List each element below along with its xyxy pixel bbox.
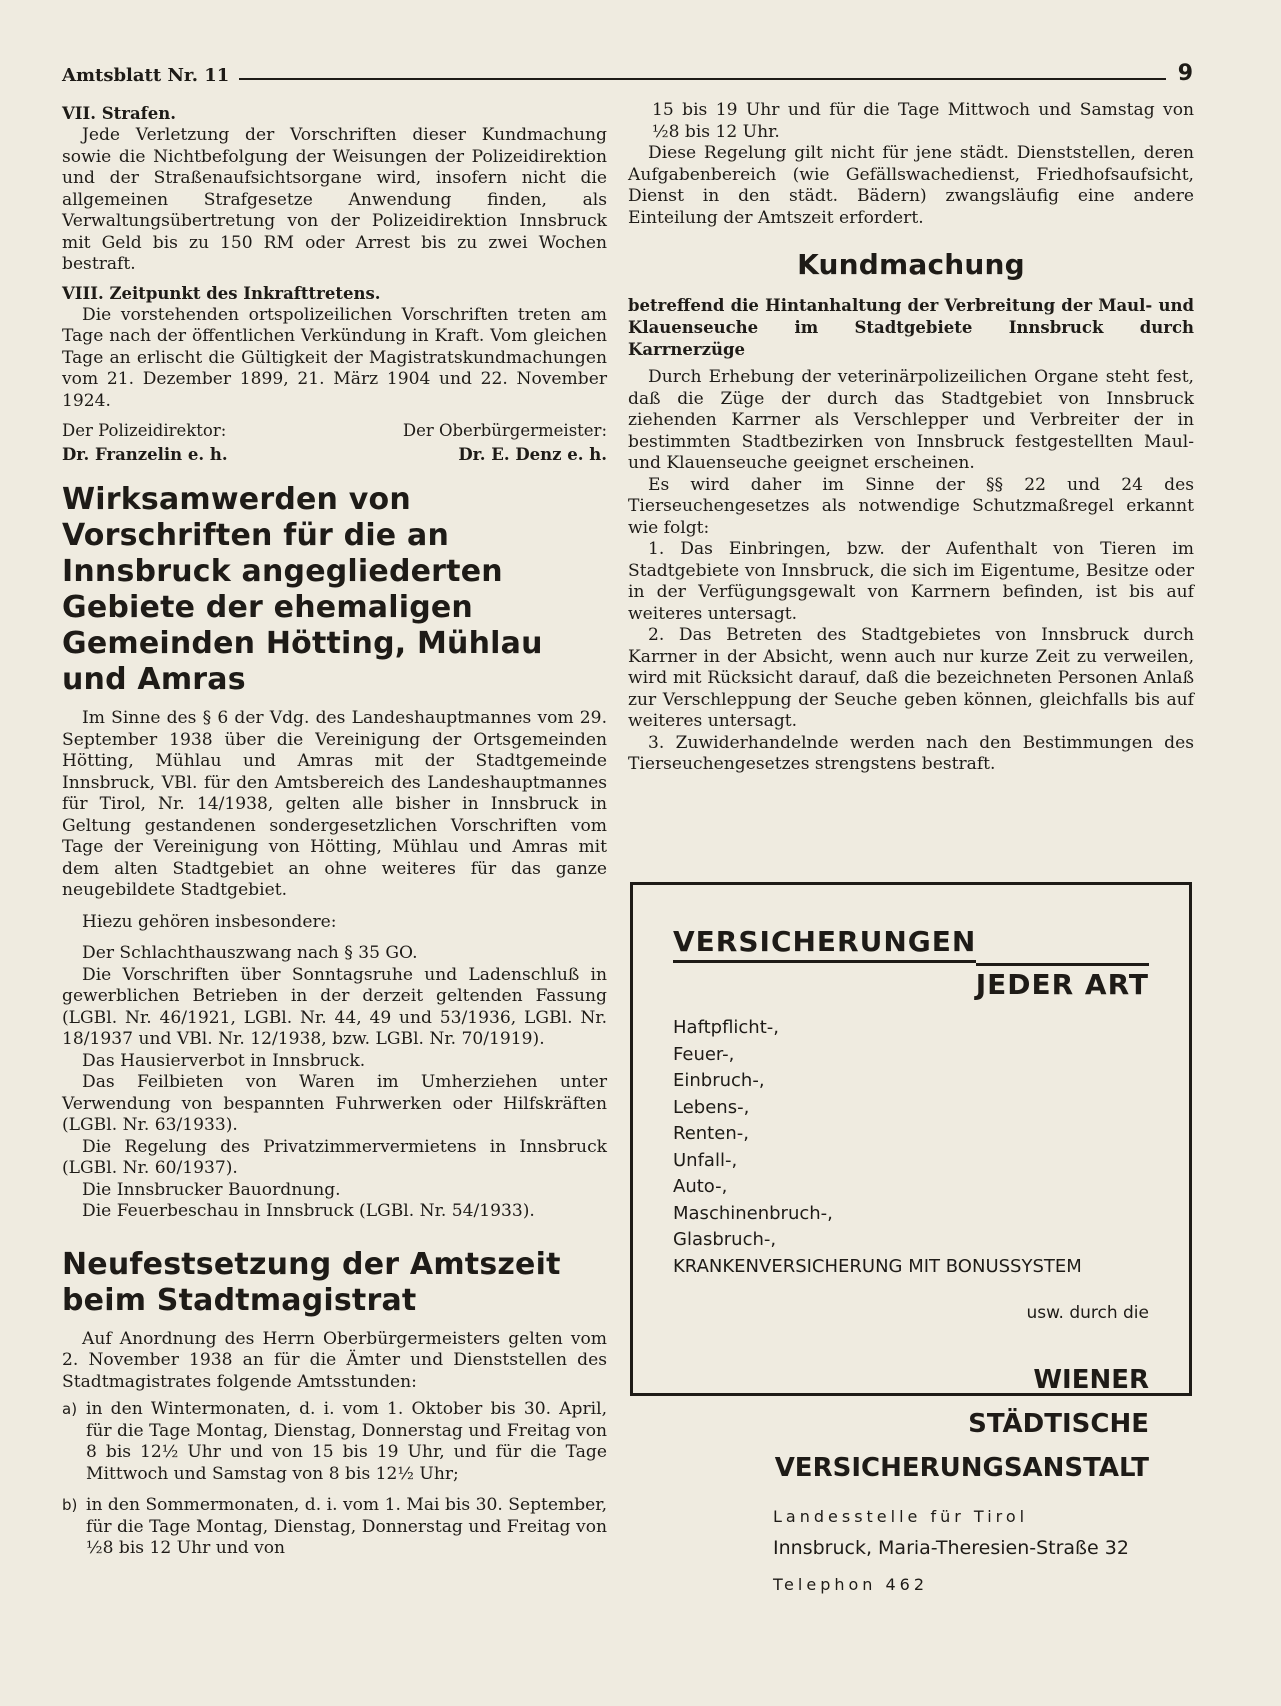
item-label: a)	[62, 1400, 78, 1418]
item-label: b)	[62, 1496, 78, 1514]
article-paragraph-2: Hiezu gehören insbesondere:	[82, 911, 337, 932]
insurance-types-list	[673, 1015, 1082, 1280]
list-item: Auto-,	[673, 1176, 728, 1197]
header-title: Amtsblatt Nr. 11	[62, 65, 230, 86]
list-item: Die Regelung des Privatzimmervermietens in Innsbruck (LGBl. Nr. 60/1937).	[62, 1136, 607, 1178]
signature-titles	[62, 420, 607, 442]
article-heading-wirksamwerden: Wirksamwerden von Vorschriften für die an Innsbruck angegliederten Gebiete der ehemaligen Gemeinden Hötting, Mühlau und Amras	[62, 482, 543, 697]
ad-usw: usw. durch die	[1026, 1303, 1149, 1323]
signature-names	[62, 444, 607, 466]
kundmachung-paragraph: Es wird daher im Sinne der §§ 22 und 24 des Tierseuchengesetzes als notwendige Schutzmaßregel erkannt wie folgt:	[628, 474, 1194, 538]
right-column	[628, 100, 1194, 776]
list-item: Unfall-,	[673, 1149, 738, 1171]
list-item: Lebens-,	[673, 1096, 750, 1118]
regulation-list	[62, 943, 607, 1223]
ad-company-line-3: VERSICHERUNGSANSTALT	[774, 1453, 1149, 1483]
kundmachung-paragraph: 2. Das Betreten des Stadtgebietes von Innsbruck durch Karrner in der Absicht, wenn auch nur kurze Zeit zu verweilen, wird mit Rücksicht darauf, daß die bezeichneten Personen Anlaß zur Verschleppung der Seuche geben können, gleichfalls bis auf weiteres untersagt.	[628, 625, 1194, 731]
page-header	[62, 50, 1193, 86]
ad-telephone: Telephon 462	[773, 1575, 929, 1594]
ad-address: Innsbruck, Maria-Theresien-Straße 32	[773, 1537, 1129, 1559]
article-heading-amtszeit: Neufestsetzung der Amtszeit beim Stadtmagistrat	[62, 1246, 561, 1318]
kundmachung-paragraph: 3. Zuwiderhandelnde werden nach den Bestimmungen des Tierseuchengesetzes strengstens bestraft.	[628, 732, 1194, 774]
article-paragraph-1: Im Sinne des § 6 der Vdg. des Landeshauptmannes vom 29. September 1938 über die Vereinigung der Ortsgemeinden Hötting, Mühlau und Amras mit der Stadtgemeinde Innsbruck, VBl. für den Amtsbereich des Landeshauptmannes für Tirol, Nr. 14/1938, gelten alle bisher in Innsbruck in Geltung gestandenen sondergesetzlichen Vorschriften vom Tage der Vereinigung von Hötting, Mühlau und Amras mit dem alten Stadtgebiet an ohne weiteres für das ganze neugebildete Stadtgebiet.	[62, 708, 607, 900]
article-paragraph-3: Auf Anordnung des Herrn Oberbürgermeisters gelten vom 2. November 1938 an für die Ämter und Dienststellen des Stadtmagistrates folgende Amtsstunden:	[62, 1328, 607, 1392]
ad-title-1: VERSICHERUNGEN	[673, 925, 976, 963]
kundmachung-subheading: betreffend die Hintanhaltung der Verbreitung der Maul- und Klauenseuche im Stadtgebiete Innsbruck durch Karrnerzüge	[628, 296, 1194, 359]
list-item: Das Feilbieten von Waren im Umherziehen unter Verwendung von bespannten Fuhrwerken oder Hilfskräften (LGBl. Nr. 63/1933).	[62, 1072, 607, 1135]
page-number: 9	[1177, 61, 1193, 86]
gap	[62, 933, 607, 943]
list-item: Die Innsbrucker Bauordnung.	[82, 1179, 341, 1200]
list-item: KRANKENVERSICHERUNG MIT BONUSSYSTEM	[673, 1255, 1082, 1277]
section-7-text: Jede Verletzung der Vorschriften dieser Kundmachung sowie die Nichtbefolgung der Weisungen der Polizeidirektion und der Straßenaufsichtsorgane wird, insofern nicht die allgemeinen Strafgesetze Anwendung finden, als Verwaltungsübertretung von der Polizeidirektion Innsbruck mit Geld bis zu 150 RM oder Arrest bis zu zwei Wochen bestraft.	[62, 125, 607, 274]
list-item: Das Hausierverbot in Innsbruck.	[82, 1050, 366, 1071]
header-rule	[239, 78, 1165, 80]
list-item	[62, 1399, 607, 1485]
item-text: in den Sommermonaten, d. i. vom 1. Mai bis 30. September, für die Tage Montag, Dienstag, Donnerstag und Freitag von ½8 bis 12 Uhr und von	[86, 1495, 607, 1558]
item-text: in den Wintermonaten, d. i. vom 1. Oktober bis 30. April, für die Tage Montag, Dienstag, Donnerstag und Freitag von 8 bis 12½ Uhr und von 15 bis 19 Uhr, und für die Tage Mittwoch und Samstag von 8 bis 12½ Uhr;	[86, 1399, 607, 1484]
regulation-note: Diese Regelung gilt nicht für jene städt. Dienststellen, deren Aufgabenbereich (wie Gefällswachedienst, Friedhofsaufsicht, Dienst in den städt. Bädern) zwangsläufig eine andere Einteilung der Amtszeit erfordert.	[628, 143, 1194, 228]
ad-landesstelle: Landesstelle für Tirol	[773, 1507, 1029, 1526]
list-item: Der Schlachthauszwang nach § 35 GO.	[82, 943, 418, 963]
sig-right-title: Der Oberbürgermeister:	[402, 421, 607, 440]
sig-right-name: Dr. E. Denz e. h.	[458, 445, 607, 464]
list-item: Einbruch-,	[673, 1070, 765, 1091]
insurance-advertisement	[630, 882, 1192, 1594]
list-item: Maschinenbruch-,	[673, 1202, 833, 1224]
kundmachung-paragraph: 1. Das Einbringen, bzw. der Aufenthalt von Tieren im Stadtgebiete von Innsbruck, die sich im Eigentume, Besitze oder in der Verfügungsgewalt von Karrnern befinden, ist bis auf weiteres untersagt.	[628, 539, 1194, 624]
list-item: Haftpflicht-,	[673, 1017, 779, 1038]
list-item: Die Feuerbeschau in Innsbruck (LGBl. Nr. 54/1933).	[82, 1201, 535, 1221]
list-item: Renten-,	[673, 1123, 749, 1144]
section-8-text: Die vorstehenden ortspolizeilichen Vorschriften treten am Tage nach der öffentlichen Verkündung in Kraft. Vom gleichen Tage an erlischt die Gültigkeit der Magistratskundmachungen vom 21. Dezember 1899, 21. März 1904 und 22. November 1924.	[62, 304, 607, 411]
sig-left-title: Der Polizeidirektor:	[62, 421, 227, 440]
ad-company-line-1: WIENER	[1033, 1365, 1149, 1395]
continued-text: 15 bis 19 Uhr und für die Tage Mittwoch und Samstag von ½8 bis 12 Uhr.	[652, 100, 1194, 142]
list-item: Glasbruch-,	[673, 1229, 777, 1250]
list-item: Die Vorschriften über Sonntagsruhe und Ladenschluß in gewerblichen Betrieben in der derzeit geltenden Fassung (LGBl. Nr. 46/1921, LGBl. Nr. 44, 49 und 53/1936, LGBl. Nr. 18/1937 und VBl. Nr. 12/1938, bzw. LGBl. Nr. 70/1919).	[62, 964, 607, 1049]
left-column	[62, 100, 607, 1570]
ad-title-2: JEDER ART	[976, 963, 1149, 1001]
ad-company-line-2: STÄDTISCHE	[968, 1409, 1149, 1439]
kundmachung-paragraph: Durch Erhebung der veterinärpolizeilichen Organe steht fest, daß die Züge der durch das Stadtgebiet von Innsbruck ziehenden Karrner als Verschlepper und Verbreiter der in bestimmten Stadtbezirken von Innsbruck festgestellten Maul- und Klauenseuche geeignet erscheinen.	[628, 367, 1194, 473]
office-hours-list	[62, 1399, 607, 1560]
section-8-title: VIII. Zeitpunkt des Inkrafttretens.	[62, 283, 381, 303]
list-item	[62, 1495, 607, 1560]
gap	[62, 902, 607, 912]
section-7-title: VII. Strafen.	[62, 104, 176, 123]
list-item: Feuer-,	[673, 1043, 735, 1065]
kundmachung-heading: Kundmachung	[797, 248, 1025, 281]
sig-left-name: Dr. Franzelin e. h.	[62, 445, 228, 464]
